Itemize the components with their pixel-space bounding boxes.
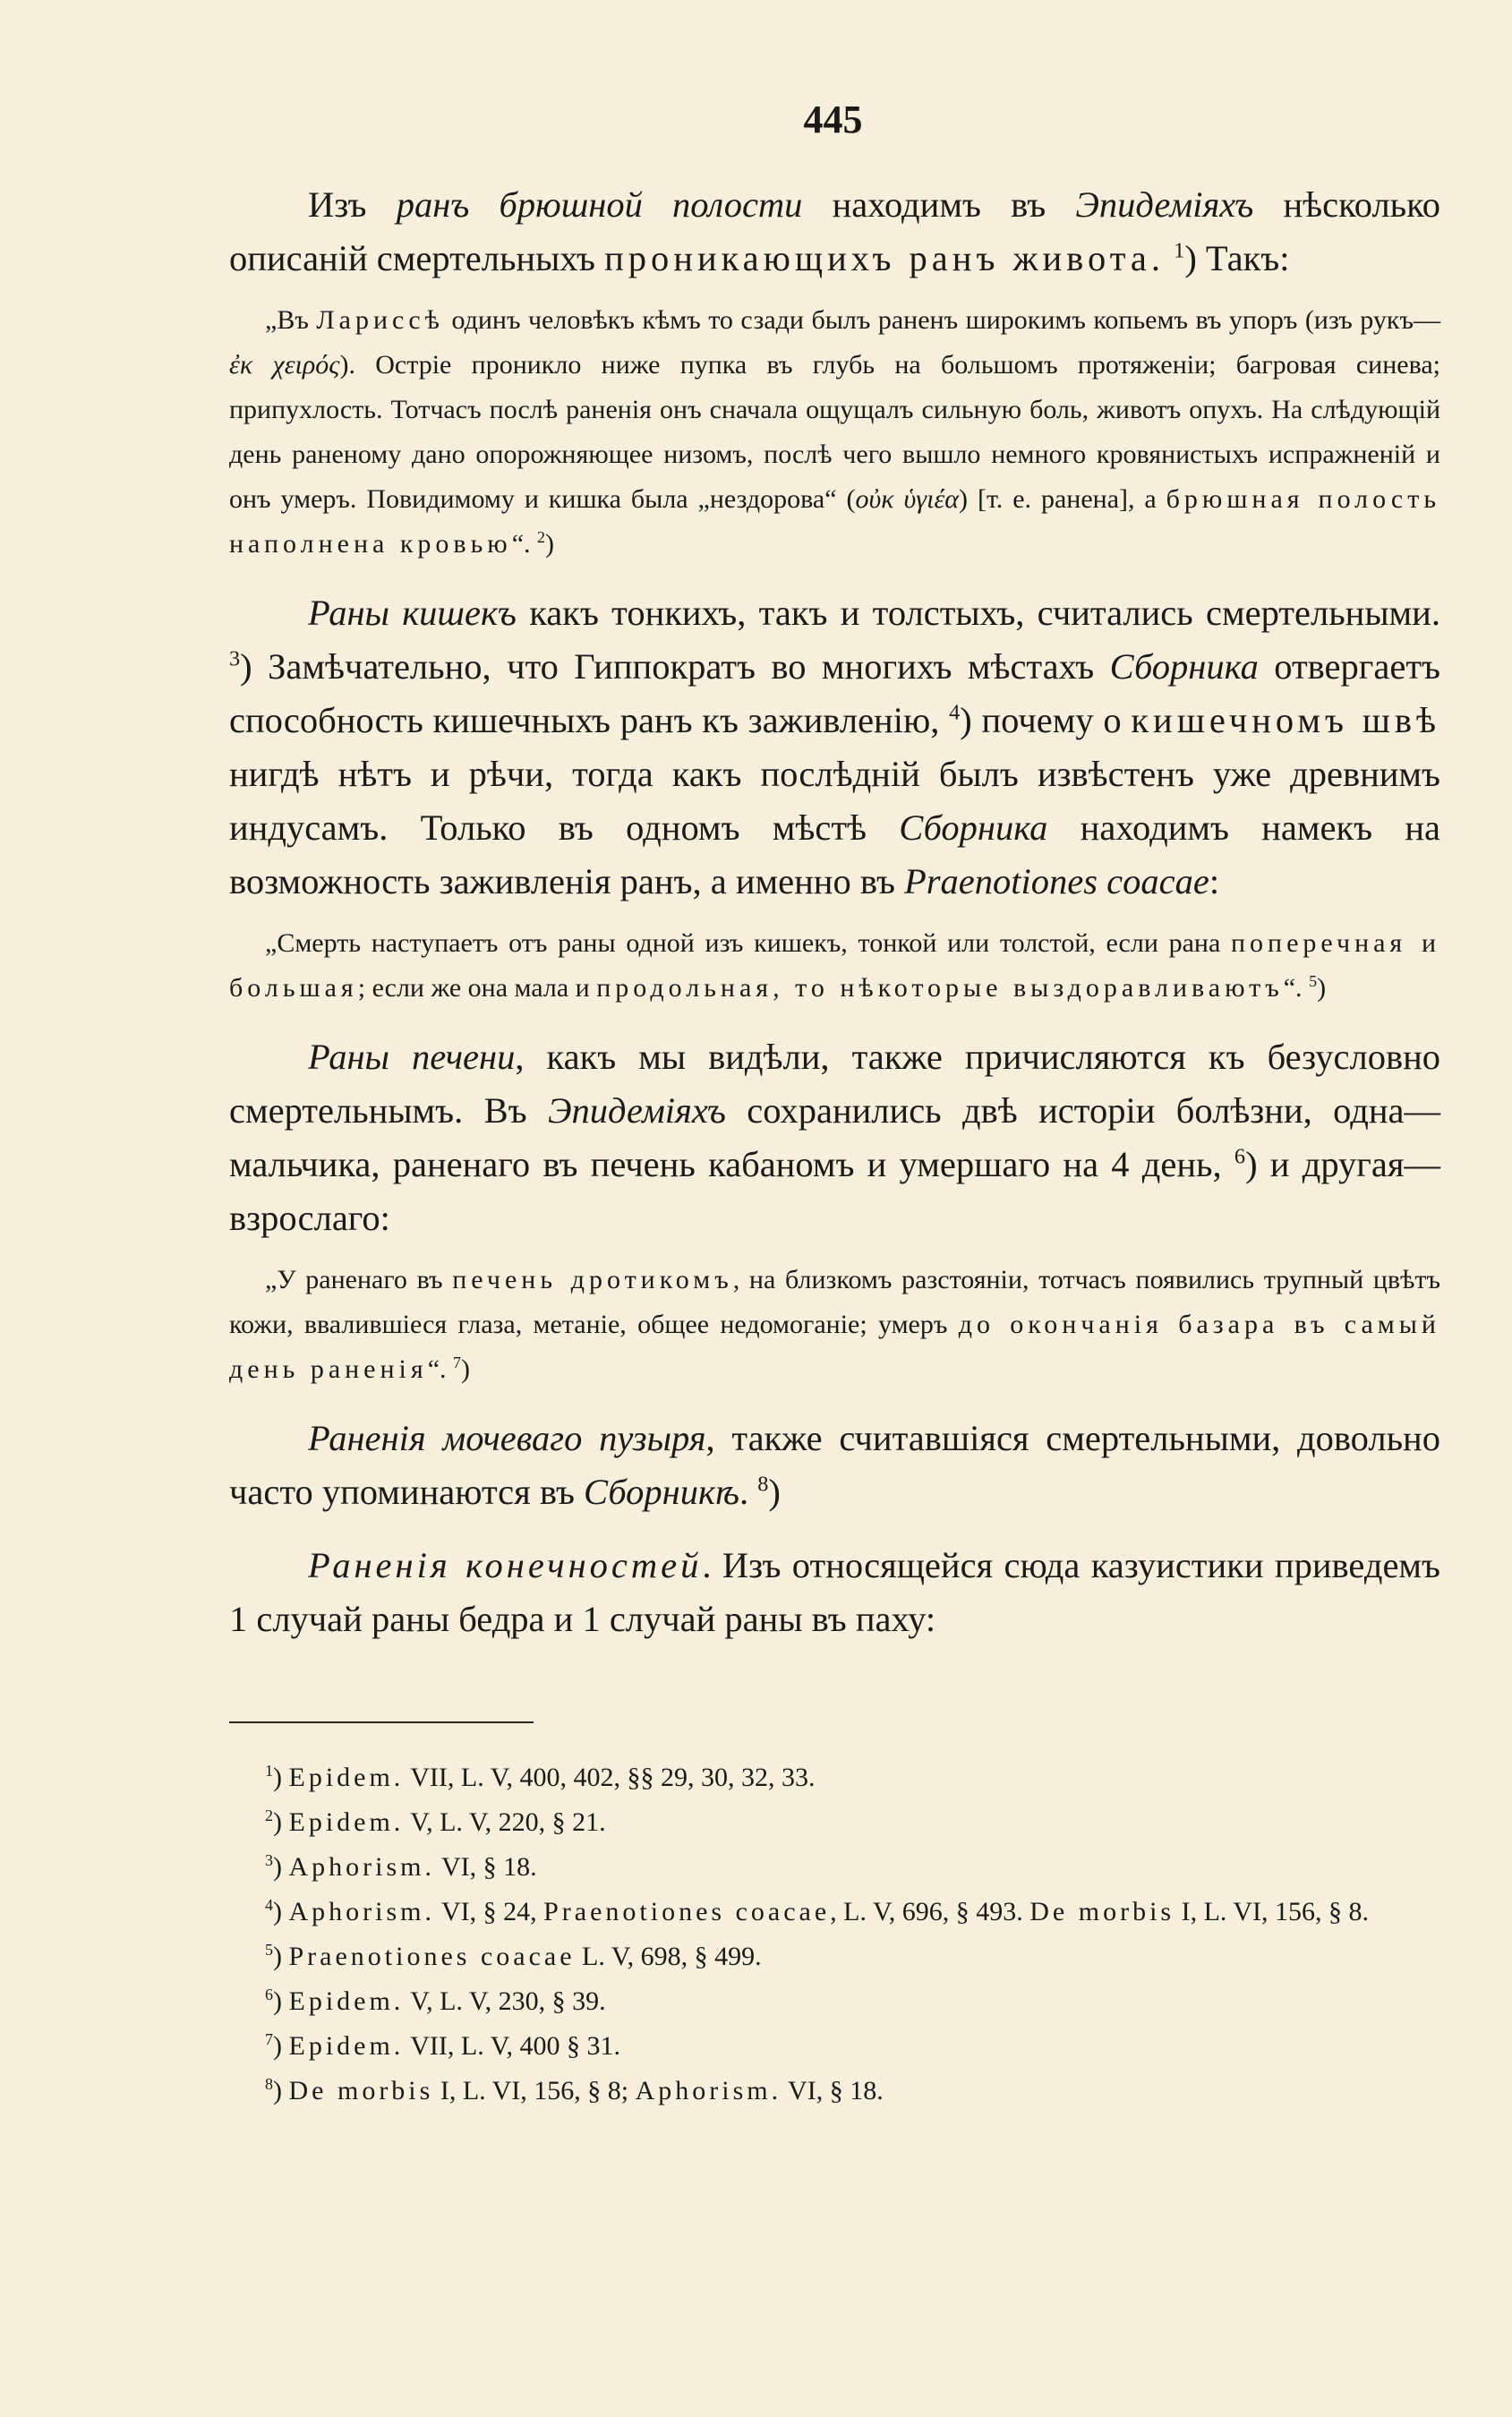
paragraph-liver-wounds: Раны печени, какъ мы видѣли, также причисляются къ безусловно смертельнымъ. Въ Эпидеміяхъ сохранились двѣ исторіи болѣзни, одна—мальчика, раненаго въ печень кабаномъ и умершаго на 4 день, $^6$) и другая—взрослаго: <box>229 1037 1441 1238</box>
footnote: $^2$) Epidem. V, L. V, 220, § 21. <box>265 1806 606 1837</box>
quote-liver-dart: „У раненаго въ печень дротикомъ, на близкомъ разстояніи, тотчасъ появились трупный цвѣтъ кожи, ввалившіеся глаза, метаніе, общее недомоганіе; умеръ до окончанія базара въ самый день раненія“. $^7$) <box>229 1265 1440 1384</box>
footnote: $^6$) Epidem. V, L. V, 230, § 39. <box>265 1986 606 2016</box>
paragraph-abdominal-wounds: Изъ ранъ брюшной полости находимъ въ Эпидеміяхъ нѣсколько описаній смертельныхъ проникающихъ ранъ живота. $^1$) Такъ: <box>229 184 1440 278</box>
footnote-ref[interactable]: 4 <box>949 700 961 725</box>
emphasis-term: Сборникѣ <box>584 1472 739 1512</box>
footnote-list <box>229 1755 1440 2114</box>
emphasis-term: Раны кишекъ <box>308 593 517 633</box>
footnote-ref[interactable]: 6 <box>1234 1144 1246 1169</box>
emphasis-term: Раны печени <box>308 1037 516 1077</box>
spaced-term: до окончанія базара въ самый день раненія <box>229 1310 1440 1384</box>
emphasis-term: Сборника <box>1109 646 1259 687</box>
footnote-ref[interactable]: 8 <box>757 1472 769 1497</box>
emphasis-term: Эпидеміяхъ <box>1075 184 1254 225</box>
footnote: $^1$) Epidem. VII, L. V, 400, 402, §§ 29, 30, 32, 33. <box>265 1762 816 1792</box>
emphasis-term: Эпидеміяхъ <box>547 1090 726 1131</box>
spaced-term: Лариссѣ <box>316 305 444 335</box>
footnote: $^8$) De morbis I, L. VI, 156, § 8; Aphorism. VI, § 18. <box>265 2075 884 2105</box>
paragraph-limb-wounds: Раненія конечностей. Изъ относящейся сюда казуистики приведемъ 1 случай раны бедра и 1 случай раны въ паху: <box>229 1545 1440 1639</box>
paragraph-bladder-wounds: Раненія мочеваго пузыря, также считавшіяся смертельными, довольно часто упоминаются въ Сборникѣ. $^8$) <box>229 1418 1440 1512</box>
greek-phrase: οὐκ ὑγιέα <box>855 484 960 514</box>
footnote-divider <box>229 1721 534 1723</box>
footnote: $^5$) Praenotiones coacae L. V, 698, § 499. <box>265 1941 762 1971</box>
spaced-term: проникающихъ ранъ живота. <box>604 238 1166 278</box>
footnote: $^7$) Epidem. VII, L. V, 400 § 31. <box>265 2030 620 2061</box>
emphasis-term: Раненія конечностей <box>308 1545 703 1585</box>
paragraph-intestinal-wounds: Раны кишекъ какъ тонкихъ, такъ и толстыхъ, считались смертельными. $^3$) Замѣчательно, что Гиппократъ во многихъ мѣстахъ Сборника отвергаетъ способность кишечныхъ ранъ къ заживленію, $^4$) почему о кишечномъ швѣ нигдѣ нѣтъ и рѣчи, тогда какъ послѣдній былъ извѣстенъ уже древнимъ индусамъ. Только въ одномъ мѣстѣ Сборника находимъ намекъ на возможность заживленія ранъ, а именно въ Praenotiones coacae: <box>229 593 1440 901</box>
spaced-term: кишечномъ швѣ <box>1131 700 1440 740</box>
emphasis-term: Praenotiones coacae <box>904 861 1209 901</box>
emphasis-term: Сборника <box>899 807 1048 848</box>
footnote-ref[interactable]: 2 <box>537 528 546 546</box>
spaced-term: брюшная полость наполнена кровью <box>229 484 1441 559</box>
quote-larissa: „Въ Лариссѣ одинъ человѣкъ кѣмъ то сзади былъ раненъ широкимъ копьемъ въ упоръ (изъ рукъ—ἐκ χειρός). Остріе проникло ниже пупка въ глубь на большомъ протяженіи; багровая синева; припухлость. Тотчасъ послѣ раненія онъ сначала ощущалъ сильную боль, животъ опухъ. На слѣдующій день раненому дано опорожняющее низомъ, послѣ чего вышло немного кровянистыхъ испражненій и онъ умеръ. Повидимому и кишка была „нездорова“ (οὐκ ὑγιέα) [т. е. ранена], а брюшная полость наполнена кровью“. $^2$) <box>229 305 1441 559</box>
page-number: 445 <box>803 98 863 141</box>
emphasis-term: Раненія мочеваго пузыря <box>308 1418 706 1458</box>
footnote-ref[interactable]: 3 <box>229 646 241 671</box>
spaced-term: печень дротикомъ <box>452 1265 733 1294</box>
spaced-term: продольная, то нѣкоторые выздоравливаютъ <box>596 973 1284 1003</box>
footnote: $^3$) Aphorism. VI, § 18. <box>265 1851 537 1882</box>
spaced-term: поперечная и большая <box>229 928 1440 1003</box>
emphasis-term: ранъ брюшной полости <box>396 184 803 225</box>
footnote-ref[interactable]: 5 <box>1309 972 1318 990</box>
footnote: $^4$) Aphorism. VI, § 24, Praenotiones coacae, L. V, 696, § 493. De morbis I, L. VI, 156, § 8. <box>265 1896 1370 1926</box>
footnote-ref[interactable]: 1 <box>1174 238 1185 263</box>
quote-praenotiones: „Смерть наступаетъ отъ раны одной изъ кишекъ, тонкой или толстой, если рана поперечная и большая; если же она мала и продольная, то нѣкоторые выздоравливаютъ“. $^5$) <box>229 928 1440 1003</box>
footnote-ref[interactable]: 7 <box>453 1354 462 1371</box>
greek-phrase: ἐκ χειρός <box>229 350 340 380</box>
